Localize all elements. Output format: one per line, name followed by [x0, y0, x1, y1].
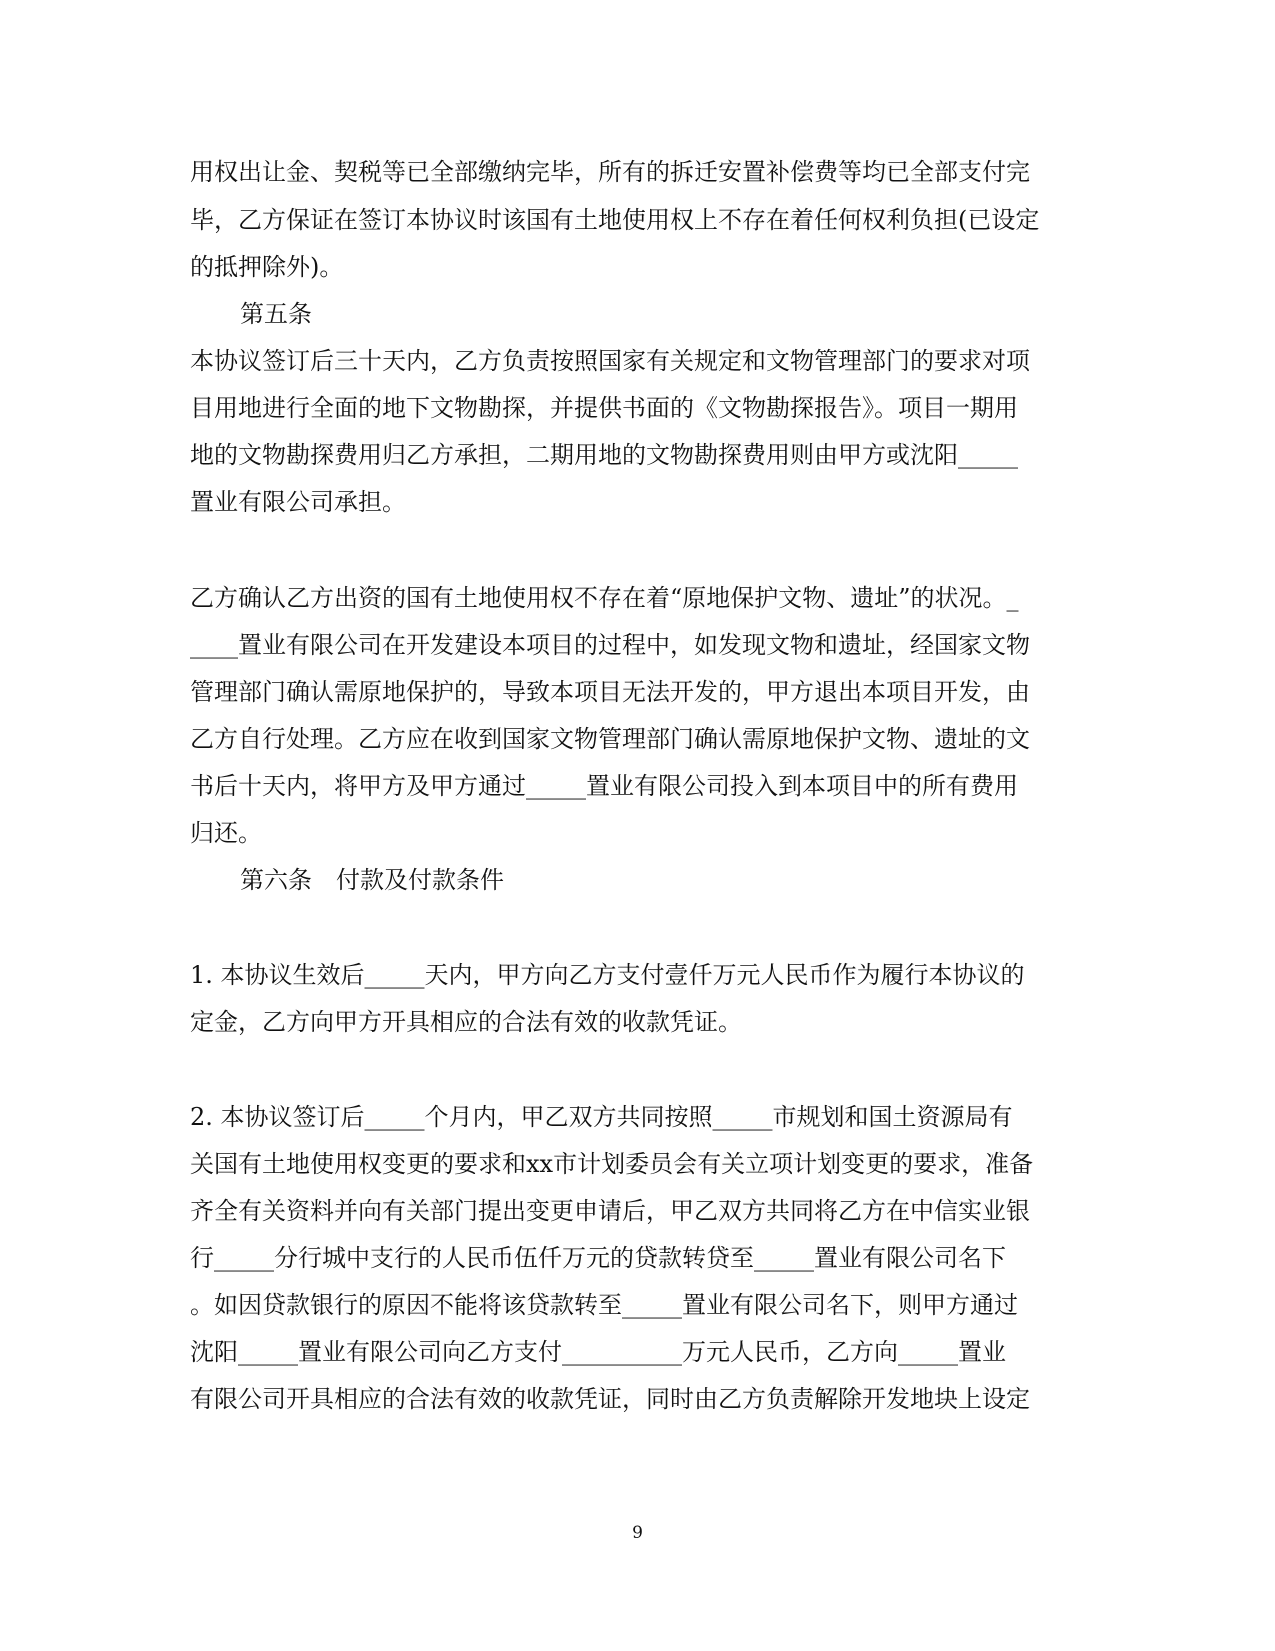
text-line: 置业有限公司承担。	[190, 488, 406, 516]
section-heading: 第五条	[240, 300, 312, 328]
text-line: 乙方自行处理。乙方应在收到国家文物管理部门确认需原地保护文物、遗址的文	[190, 725, 1030, 753]
text-line: 2. 本协议签订后_____个月内，甲乙双方共同按照_____市规划和国土资源局有	[190, 1103, 1013, 1131]
section-heading: 第六条 付款及付款条件	[240, 866, 504, 894]
text-line: 行_____分行城中支行的人民币伍仟万元的贷款转贷至_____置业有限公司名下	[190, 1244, 1006, 1272]
page-number: 9	[632, 1523, 643, 1543]
text-line: 地的文物勘探费用归乙方承担，二期用地的文物勘探费用则由甲方或沈阳_____	[190, 441, 1018, 469]
text-line: 归还。	[190, 819, 262, 847]
text-line: ____置业有限公司在开发建设本项目的过程中，如发现文物和遗址，经国家文物	[190, 631, 1030, 659]
text-line: 毕，乙方保证在签订本协议时该国有土地使用权上不存在着任何权利负担(已设定	[190, 206, 1040, 234]
text-line: 有限公司开具相应的合法有效的收款凭证，同时由乙方负责解除开发地块上设定	[190, 1385, 1030, 1413]
text-line: 1. 本协议生效后_____天内，甲方向乙方支付壹仟万元人民币作为履行本协议的	[190, 961, 1025, 989]
text-line: 书后十天内，将甲方及甲方通过_____置业有限公司投入到本项目中的所有费用	[190, 772, 1018, 800]
text-line: 。如因贷款银行的原因不能将该贷款转至_____置业有限公司名下，则甲方通过	[190, 1291, 1018, 1319]
text-line: 齐全有关资料并向有关部门提出变更申请后，甲乙双方共同将乙方在中信实业银	[190, 1197, 1030, 1225]
text-line: 目用地进行全面的地下文物勘探，并提供书面的《文物勘探报告》。项目一期用	[190, 394, 1018, 422]
text-line: 管理部门确认需原地保护的，导致本项目无法开发的，甲方退出本项目开发，由	[190, 678, 1030, 706]
text-line: 关国有土地使用权变更的要求和xx市计划委员会有关立项计划变更的要求，准备	[190, 1150, 1034, 1178]
text-line: 沈阳_____置业有限公司向乙方支付__________万元人民币，乙方向_____置业	[190, 1338, 1006, 1366]
text-line: 的抵押除外)。	[190, 253, 344, 281]
text-line: 乙方确认乙方出资的国有土地使用权不存在着“原地保护文物、遗址”的状况。_	[190, 584, 1019, 612]
text-line: 用权出让金、契税等已全部缴纳完毕，所有的拆迁安置补偿费等均已全部支付完	[190, 158, 1030, 186]
text-line: 本协议签订后三十天内，乙方负责按照国家有关规定和文物管理部门的要求对项	[190, 347, 1030, 375]
text-line: 定金，乙方向甲方开具相应的合法有效的收款凭证。	[190, 1008, 742, 1036]
